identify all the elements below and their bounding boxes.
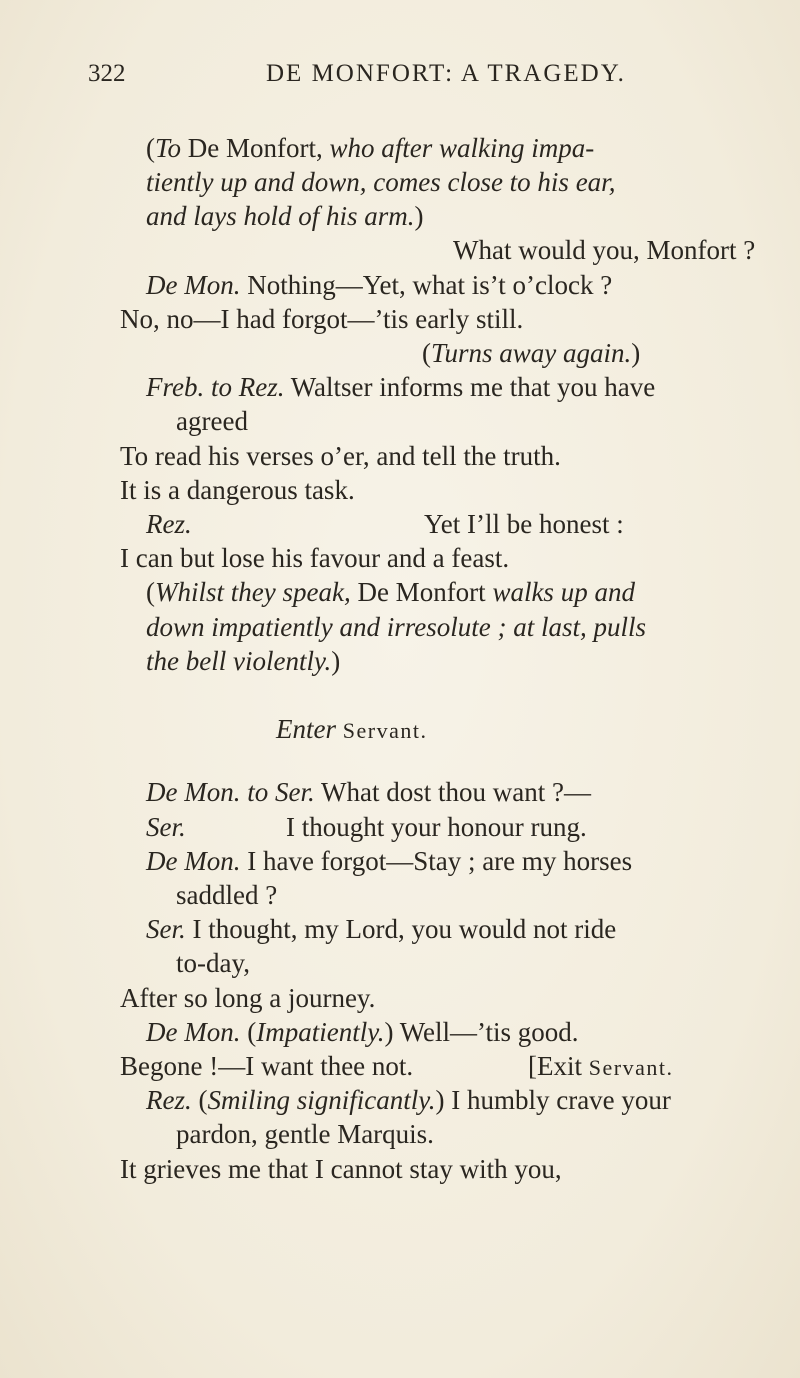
verse-line: De Mon. (Impatiently.) Well—’tis good. [146, 1017, 579, 1047]
verse-line: It is a dangerous task. [120, 475, 355, 505]
running-title: DE MONFORT: A TRAGEDY. [266, 60, 626, 87]
verse-line: I thought your honour rung. [286, 812, 587, 842]
verse-line: I can but lose his favour and a feast. [120, 543, 510, 573]
stage-direction-line: and lays hold of his arm.) [146, 201, 424, 231]
verse-line: agreed [176, 406, 248, 436]
verse-line [146, 507, 192, 541]
speaker-name: Rez. [146, 1085, 192, 1115]
verse-line: to-day, [176, 948, 250, 978]
speaker-name: Freb. to Rez. [146, 372, 285, 402]
speaker-name: Ser. [146, 812, 186, 842]
verse-line: De Mon. to Ser. What dost thou want ?— [146, 777, 591, 807]
verse-line: saddled ? [176, 880, 278, 910]
speaker-name: De Mon. [146, 1017, 241, 1047]
stage-direction-line: tiently up and down, comes close to his ear, [146, 167, 616, 197]
stage-direction-line: (To De Monfort, who after walking impa- [146, 133, 595, 163]
verse-line: After so long a journey. [120, 983, 376, 1013]
speaker-name: Ser. [146, 914, 186, 944]
verse-line: De Mon. Nothing—Yet, what is’t o’clock ? [146, 270, 613, 300]
verse-line: It grieves me that I cannot stay with you, [120, 1154, 562, 1184]
verse-line: Ser. I thought, my Lord, you would not ride [146, 914, 617, 944]
stage-direction-line: the bell violently.) [146, 646, 341, 676]
verse-line: Begone !—I want thee not. [120, 1051, 414, 1081]
verse-line: What would you, Monfort ? [453, 235, 756, 265]
stage-direction-line: (Turns away again.) [422, 338, 641, 368]
verse-line [146, 810, 186, 844]
verse-line: Freb. to Rez. Waltser informs me that you have [146, 372, 656, 402]
entrance-direction: Enter Servant. [276, 714, 428, 744]
speaker-name: Rez. [146, 509, 192, 539]
verse-line: pardon, gentle Marquis. [176, 1119, 434, 1149]
verse-line: To read his verses o’er, and tell the truth. [120, 441, 561, 471]
speaker-name: De Mon. [146, 846, 241, 876]
verse-line: Yet I’ll be honest : [424, 509, 624, 539]
stage-direction-line: down impatiently and irresolute ; at last, pulls [146, 612, 646, 642]
verse-line: De Mon. I have forgot—Stay ; are my horses [146, 846, 633, 876]
exit-direction: [Exit Servant. [528, 1051, 674, 1081]
verse-line: No, no—I had forgot—’tis early still. [120, 304, 524, 334]
speaker-name: De Mon. [146, 270, 241, 300]
verse-line: Rez. (Smiling significantly.) I humbly crave your [146, 1085, 671, 1115]
page-number: 322 [88, 60, 126, 87]
speaker-name: De Mon. to Ser. [146, 777, 315, 807]
running-header [88, 60, 728, 100]
stage-direction-line: (Whilst they speak, De Monfort walks up and [146, 577, 635, 607]
